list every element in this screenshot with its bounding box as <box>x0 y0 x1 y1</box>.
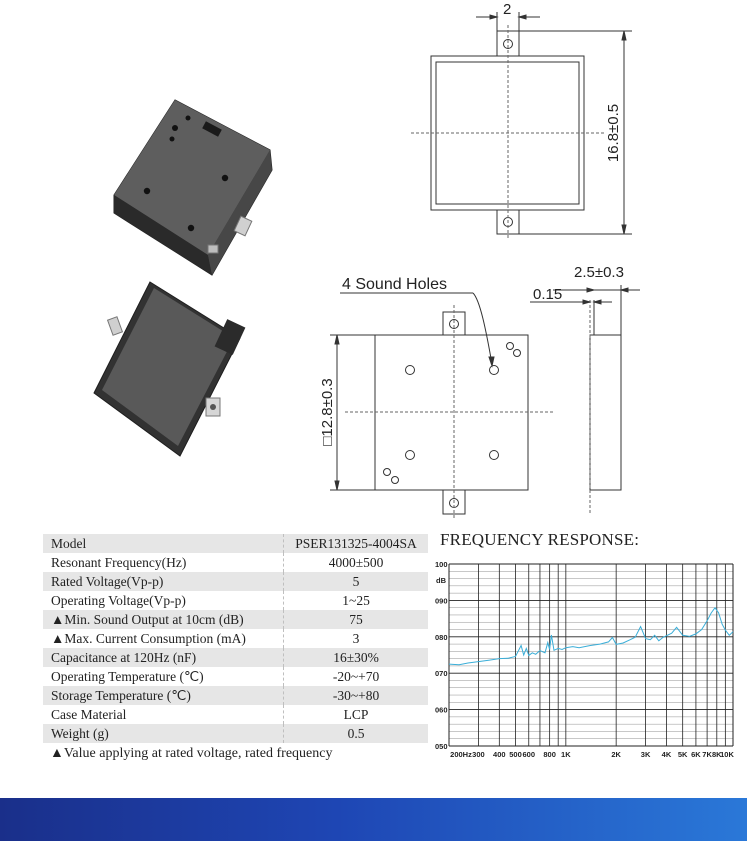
spec-row <box>43 610 428 629</box>
x-tick-label: 600 <box>522 750 536 759</box>
x-tick-label: 5K <box>677 750 688 759</box>
side-thickness-label: 2.5±0.3 <box>574 264 624 281</box>
x-tick-label: 7K <box>702 750 712 759</box>
top-height-label: 16.8±0.5 <box>605 103 622 163</box>
spec-value: 75 <box>284 610 428 629</box>
x-tick-label: 2K <box>611 750 621 759</box>
spec-label: Weight (g) <box>43 724 284 743</box>
spec-label: Capacitance at 120Hz (nF) <box>43 648 284 667</box>
spec-value: -20~+70 <box>284 667 428 686</box>
x-tick-label: 200Hz <box>450 750 472 759</box>
x-tick-label: 6K <box>691 750 701 759</box>
spec-label: Operating Voltage(Vp-p) <box>43 591 284 610</box>
frequency-response-chart <box>432 556 744 766</box>
y-tick-label: 100 <box>435 560 448 569</box>
spec-label: Storage Temperature (℃) <box>43 686 284 705</box>
x-tick-label: 10K <box>720 750 734 759</box>
x-tick-label: 400 <box>493 750 506 759</box>
spec-row <box>43 724 428 743</box>
spec-label: Case Material <box>43 705 284 724</box>
spec-value: 5 <box>284 572 428 591</box>
side-offset-label: 0.15 <box>533 286 563 303</box>
y-tick-label: 080 <box>435 632 448 642</box>
spec-label: Rated Voltage(Vp-p) <box>43 572 284 591</box>
y-tick-label: 070 <box>435 669 448 679</box>
x-tick-label: 8K <box>712 750 722 759</box>
spec-row <box>43 705 428 724</box>
spec-row <box>43 629 428 648</box>
spec-label: Operating Temperature (℃) <box>43 667 284 686</box>
x-tick-label: 500 <box>509 750 522 759</box>
spec-row <box>43 686 428 705</box>
y-tick-label: 060 <box>435 705 448 715</box>
spec-value: 3 <box>284 629 428 648</box>
spec-label: Resonant Frequency(Hz) <box>43 553 284 572</box>
spec-row <box>43 667 428 686</box>
y-unit-label: dB <box>436 576 446 585</box>
x-tick-label: 4K <box>661 750 672 759</box>
spec-value: PSER131325-4004SA <box>284 534 428 553</box>
spec-value: 0.5 <box>284 724 428 743</box>
spec-value: 4000±500 <box>284 553 428 572</box>
side-view-outline <box>590 335 621 490</box>
spec-row <box>43 648 428 667</box>
x-tick-label: 3K <box>640 750 651 759</box>
spec-value: 1~25 <box>284 591 428 610</box>
y-tick-label: 050 <box>435 742 448 751</box>
frequency-response-title: FREQUENCY RESPONSE: <box>440 530 640 549</box>
x-tick-label: 1K <box>561 750 571 759</box>
x-tick-label: 300 <box>472 750 485 759</box>
bottom-height-label: □12.8±0.3 <box>319 378 336 446</box>
spec-label: ▲Max. Current Consumption (mA) <box>43 629 284 648</box>
spec-row <box>43 553 428 572</box>
top-width-label: 2 <box>503 1 512 18</box>
spec-row <box>43 591 428 610</box>
y-tick-label: 090 <box>435 596 448 606</box>
spec-label: ▲Min. Sound Output at 10cm (dB) <box>43 610 284 629</box>
frequency-response-line <box>449 608 733 665</box>
spec-value: LCP <box>284 705 428 724</box>
spec-row <box>43 534 428 553</box>
spec-label: Model <box>43 534 284 553</box>
spec-value: -30~+80 <box>284 686 428 705</box>
spec-row <box>43 572 428 591</box>
spec-value: 16±30% <box>284 648 428 667</box>
footer-band <box>0 798 747 841</box>
x-tick-label: 800 <box>543 750 556 759</box>
spec-note: ▲Value applying at rated voltage, rated frequency <box>50 746 333 761</box>
sound-holes-callout: 4 Sound Holes <box>342 276 447 293</box>
spec-table <box>43 534 428 743</box>
